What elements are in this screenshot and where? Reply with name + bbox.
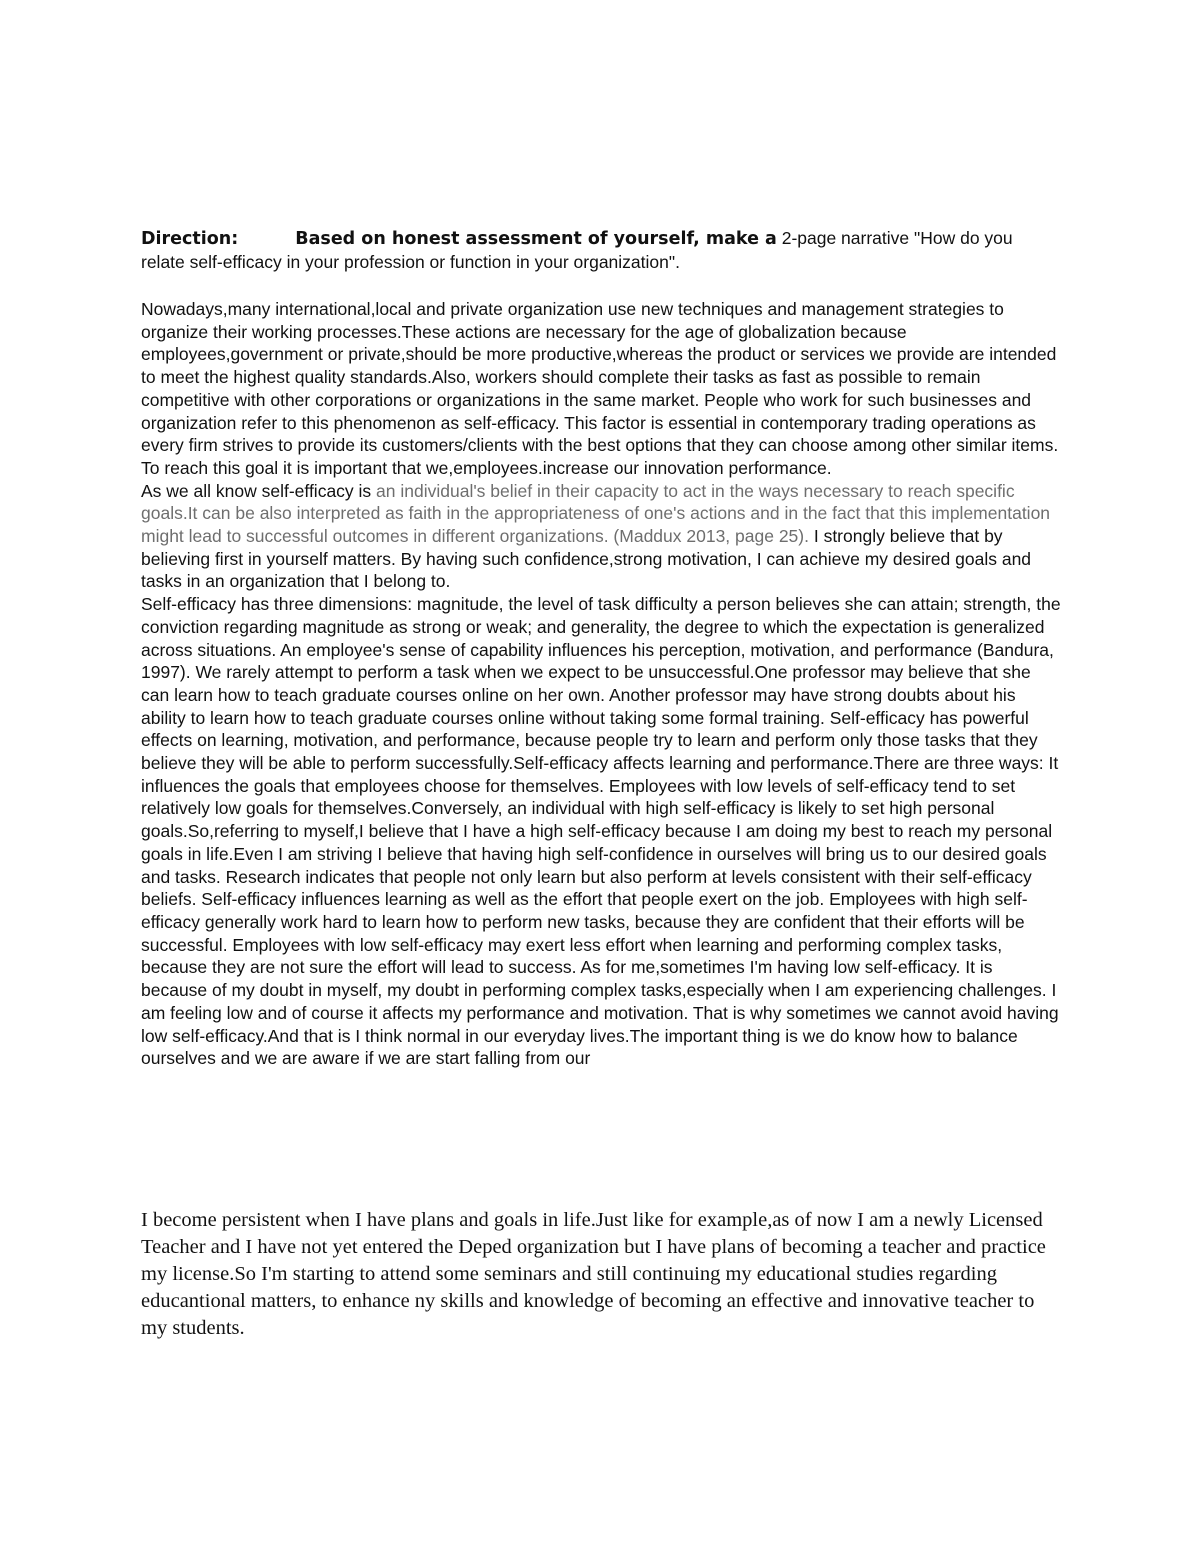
paragraph-3: Self-efficacy has three dimensions: magnitude, the level of task difficulty a person believes she can attain; strength, the conviction regarding magnitude as strong or weak; and generality, the degree to which the expectation is generalized across situations. An employee's sense of capability influences his perception, motivation, and performance (Bandura, 1997). We rarely attempt to perform a task when we expect to be unsuccessful.One professor may believe that she can learn how to teach graduate courses online on her own. Another professor may have strong doubts about his ability to learn how to teach graduate courses online without taking some formal training. Self-efficacy has powerful effects on learning, motivation, and performance, because people try to learn and perform only those tasks that they believe they will be able to perform successfully.Self-efficacy affects learning and performance.There are three ways: It influences the goals that employees choose for themselves. Employees with low levels of self-efficacy tend to set relatively low goals for themselves.Conversely, an individual with high self-efficacy is likely to set high personal goals.So,referring to myself,I believe that I have a high self-efficacy because I am doing my best to reach my personal goals in life.Even I am striving I believe that having high self-confidence in ourselves will bring us to our desired goals and tasks. Research indicates that people not only learn but also perform at levels consistent with their self-efficacy beliefs. Self-efficacy influences learning as well as the effort that people exert on the job. Employees with high self-efficacy generally work hard to learn how to perform new tasks, because they are confident that their efforts will be successful. Employees with low self-efficacy may exert less effort when learning and performing complex tasks, because they are not sure the effort will lead to success. As for me,sometimes I'm having low self-efficacy. It is because of my doubt in myself, my doubt in performing complex tasks,especially when I am experiencing challenges. I am feeling low and of course it affects my performance and motivation. That is why sometimes we cannot avoid having low self-efficacy.And that is I think normal in our everyday lives.The important thing is we do know how to balance ourselves and we are aware if we are start falling from our bbox=[141, 594, 1061, 1069]
paragraph-2-start: As we all know self-efficacy is bbox=[141, 480, 377, 501]
document-content bbox=[141, 227, 1061, 1070]
paragraph-2 bbox=[141, 480, 1061, 594]
direction-block bbox=[141, 227, 1061, 274]
direction-bold-text: Based on honest assessment of yourself, make a bbox=[295, 229, 777, 249]
direction-label: Direction: bbox=[141, 229, 239, 249]
paragraph-1: Nowadays,many international,local and private organization use new techniques and management strategies to organize their working processes.These actions are necessary for the age of globalization because employees,government or private,should be more productive,whereas the product or services we provide are intended to meet the highest quality standards.Also, workers should complete their tasks as fast as possible to remain competitive with other corporations or organizations in the same market. People who work for such businesses and organization refer to this phenomenon as self-efficacy. This factor is essential in contemporary trading operations as every firm strives to provide its customers/clients with the best options that they can choose among other similar items. To reach this goal it is important that we,employees.increase our innovation performance. bbox=[141, 299, 1059, 478]
paragraph-4: I become persistent when I have plans and goals in life.Just like for example,as of now I am a newly Licensed Teacher and I have not yet entered the Deped organization but I have plans of becoming a teacher and practice my license.So I'm starting to attend some seminars and still continuing my educational studies regarding educantional matters, to enhance ny skills and knowledge of becoming an effective and innovative teacher to my students. bbox=[141, 1209, 1046, 1339]
paragraph-2-quote: an individual's belief in their capacity to act in the ways necessary to reach specific goals.It can be also interpreted as faith in the appropriateness of one's actions and in the fact that this implementation might lead to successful outcomes in different organizations. (Maddux 2013, page 25). bbox=[141, 480, 1051, 547]
direction-rest-text: 2-page narrative "How do you relate self-efficacy in your profession or function in your organization". bbox=[141, 228, 1013, 272]
paragraph-2-end: I strongly believe that by believing first in yourself matters. By having such confidence,strong motivation, I can achieve my desired goals and tasks in an organization that I belong to. bbox=[141, 526, 1032, 592]
